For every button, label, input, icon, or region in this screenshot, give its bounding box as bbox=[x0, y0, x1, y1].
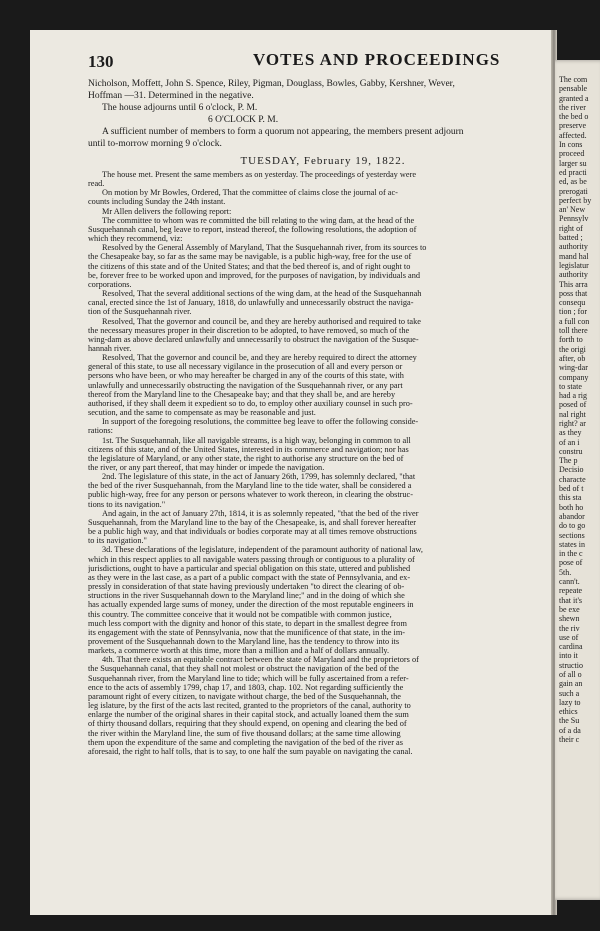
facing-text-line: the riv bbox=[559, 623, 580, 633]
facing-text-line: repeate bbox=[559, 586, 583, 596]
facing-text-line: as they bbox=[559, 428, 582, 438]
text-line: be, forever free to be worked upon and improved, for the purposes of navigation, by individuals and bbox=[88, 270, 421, 280]
text-line: Resolved, That the governor and council be, and they are hereby required to direct the attorney bbox=[102, 353, 417, 363]
facing-text-line: nal right bbox=[559, 409, 586, 419]
text-line: authorised, if they shall deem it expedient so to do, to employ other auxiliary counsel in such pro- bbox=[88, 398, 413, 408]
facing-text-line: such a bbox=[559, 688, 580, 698]
facing-text-line: This arra bbox=[559, 279, 588, 289]
text-line: The house adjourns until 6 o'clock, P. M. bbox=[102, 103, 258, 113]
facing-text-line: tion ; for bbox=[559, 307, 587, 317]
facing-text-line: sections bbox=[559, 530, 585, 540]
text-line: public high-way, free for any person or persons whatever to work thereon, in clearing the obstruc- bbox=[88, 490, 414, 500]
text-line: Resolved, That the governor and council be, and they are hereby authorised and required to take bbox=[102, 316, 421, 326]
text-line: counts including Sunday the 24th instant. bbox=[88, 197, 226, 207]
page-title: VOTES AND PROCEEDINGS bbox=[253, 50, 501, 69]
text-line: Nicholson, Moffett, John S. Spence, Riley, Pigman, Douglass, Bowles, Gabby, Kershner, Wever, bbox=[88, 79, 455, 89]
text-line: canal, erected since the 1st of January, 1818, do unlawfully and unnecessarily obstruct the naviga- bbox=[88, 298, 414, 308]
text-line: as they were in the last case, as a part of a public compact with the state of Pennsylvania, and ex- bbox=[88, 572, 411, 582]
facing-text-line: in the c bbox=[559, 549, 583, 559]
facing-text-line: use of bbox=[559, 632, 579, 642]
facing-text-line: of all o bbox=[559, 670, 582, 679]
facing-text-line: Decisio bbox=[559, 465, 584, 475]
facing-text-line: both ho bbox=[559, 502, 584, 512]
facing-text-line: shewn bbox=[559, 614, 580, 624]
text-line: 2nd. The legislature of this state, in the act of January 26th, 1799, has solemnly declared, "that bbox=[102, 472, 416, 482]
facing-text-line: The p bbox=[559, 456, 578, 466]
facing-text-line: their c bbox=[559, 735, 580, 745]
facing-text-line: of a da bbox=[559, 725, 581, 735]
facing-text-line: this sta bbox=[559, 493, 582, 503]
facing-text-line: of an i bbox=[559, 437, 580, 447]
facing-text-line: company bbox=[559, 372, 589, 382]
text-line: the Susquehannah canal, that they shall not molest or obstruct the navigation of the bed of the bbox=[88, 664, 399, 674]
text-line: And again, in the act of January 27th, 1814, it is as solemnly repeated, "that the bed of the river bbox=[102, 508, 419, 518]
text-line: markets, a commerce worth at this time, more than a million and a half of dollars annually. bbox=[88, 646, 390, 656]
facing-text-line: abandor bbox=[559, 511, 585, 521]
text-line: persons who have been, or who may hereafter be charged in any of the courts of this state, with bbox=[88, 371, 404, 381]
text-line: Resolved, That the several additional sections of the wing dam, at the head of the Susquehannah bbox=[102, 289, 422, 299]
facing-text-line: affected. bbox=[559, 130, 587, 140]
facing-text-line: Pennsylv bbox=[559, 214, 589, 224]
text-line: the river, or any part thereof, that may hinder or impede the navigation. bbox=[88, 463, 325, 472]
facing-text-line: that it's bbox=[559, 595, 582, 605]
facing-text-line: characte bbox=[559, 474, 586, 484]
text-line: the necessary measures proper in their discretion to be adopted, to have removed, so much of the bbox=[88, 325, 410, 335]
text-line: this country. The committee conceive that it would not be compatible with common justice, bbox=[88, 609, 392, 619]
facing-text-line: pensable bbox=[559, 84, 587, 94]
facing-text-line: cann't. bbox=[559, 577, 580, 587]
text-line: citizens of this state, and of the United States, interested in its commerce and navigation; nor has bbox=[88, 444, 409, 454]
text-line: of thirty thousand dollars, requiring that they should expend, on opening and clearing the bed of bbox=[88, 719, 407, 729]
facing-text-line: authority bbox=[559, 242, 588, 252]
text-line: which in this respect applies to all navigable waters passing through or contiguous to a plurality of bbox=[88, 554, 415, 564]
text-line: rations: bbox=[88, 426, 113, 436]
text-line: Mr Allen delivers the following report: bbox=[102, 206, 232, 216]
text-line: aforesaid, the right to half tolls, that is to say, to one half the sum payable on navigating the canal. bbox=[88, 746, 413, 756]
text-line: to its navigation." bbox=[88, 536, 147, 546]
facing-text-line: wing-dar bbox=[559, 363, 588, 373]
facing-text-line: gain an bbox=[559, 679, 583, 689]
text-line: the Chesapeake bay, so far as the same may be navigable, is a public high-way, free for the use of bbox=[88, 252, 412, 262]
facing-text-line: In cons bbox=[559, 140, 583, 150]
facing-text-line: the bed o bbox=[559, 112, 589, 122]
facing-text-line: right of bbox=[559, 223, 583, 233]
text-line: tions to its navigation." bbox=[88, 499, 166, 509]
facing-text-line: to state bbox=[559, 381, 582, 391]
facing-text-line: lazy to bbox=[559, 697, 581, 707]
facing-text-line: legislatur bbox=[559, 260, 589, 270]
facing-text-line: had a rig bbox=[559, 391, 587, 401]
text-line: wing-dam as above declared unlawfully and unnecessarily to obstruct the navigation of the Susque- bbox=[88, 334, 419, 344]
facing-text-line: after, ob bbox=[559, 353, 586, 363]
text-line: the citizens of this state and of the United States; and that the bed thereof is, and of right ought to bbox=[88, 261, 411, 271]
facing-text-line: cardina bbox=[559, 642, 583, 652]
text-line: has actually expended large sums of money, under the direction of the most reputable engineers in bbox=[88, 600, 414, 610]
text-line: corporations. bbox=[88, 279, 132, 289]
facing-text-line: the river bbox=[559, 102, 586, 112]
text-line: 4th. That there exists an equitable contract between the state of Maryland and the proprietors of bbox=[102, 655, 419, 665]
text-line: much less comport with the dignity and honor of this state, to depart in the smallest degree from bbox=[88, 618, 407, 628]
text-line: read. bbox=[88, 179, 105, 189]
facing-text-line: be exe bbox=[559, 604, 580, 614]
text-line: Resolved by the General Assembly of Maryland, That the Susquehannah river, from its sources to bbox=[102, 243, 427, 253]
facing-text-line: batted ; bbox=[559, 233, 583, 243]
text-line: ence to the acts of assembly 1799, chap 17, and 1803, chap. 102. Not regarding sufficiently the bbox=[88, 682, 404, 692]
text-line: be a public high way, and that individuals or bodies corporate may at all times remove obstructions bbox=[88, 527, 417, 537]
facing-text-line: ed practi bbox=[559, 167, 587, 177]
facing-text-line: the origi bbox=[559, 344, 586, 354]
text-line: In support of the foregoing resolutions, the committee beg leave to offer the following conside- bbox=[102, 417, 419, 427]
text-line: provement of the Susquehannah down to the Maryland line, has the tendency to throw into its bbox=[88, 636, 400, 646]
facing-text-line: an' New bbox=[559, 205, 586, 215]
text-line: the river within the Maryland line, the sum of five thousand dollars; at the same time allowing bbox=[88, 728, 401, 738]
text-line: structions in the river Susquehannah down to the Maryland line;" and in the doing of which she bbox=[88, 591, 405, 601]
facing-text-line: ethics bbox=[559, 707, 578, 717]
facing-text-line: pose of bbox=[559, 558, 583, 568]
facing-text-line: prerogati bbox=[559, 186, 588, 196]
text-line: tion of the Susquehannah river. bbox=[88, 307, 192, 317]
text-line: Susquehannah river, from the Maryland line to tide; which will be fully ascertained from a refer- bbox=[88, 673, 409, 683]
facing-text-line: into it bbox=[559, 651, 578, 661]
facing-text-line: right? ar bbox=[559, 418, 586, 428]
text-line: hannah river. bbox=[88, 343, 132, 353]
text-line: secution, and the same to compensate as may be reasonable and just. bbox=[88, 408, 316, 418]
page-number: 130 bbox=[88, 52, 114, 71]
facing-text-line: larger su bbox=[559, 158, 587, 168]
text-line: 1st. The Susquehannah, like all navigable streams, is a high way, belonging in common to all bbox=[102, 435, 411, 445]
text-line: leg islature, by the first of the acts last recited, granted to the proprietors of the canal, authority to bbox=[88, 701, 411, 711]
facing-text-line: granted a bbox=[559, 93, 589, 103]
text-line: Susquehannah, from the Maryland line to the bay of the Chesapeake, is, and shall forever hereafter bbox=[88, 517, 417, 527]
text-line: pressly in consideration of that state having previously undertaken "to direct the clearing of ob- bbox=[88, 582, 405, 592]
text-line: its engagement with the state of Pennsylvania, now that the munificence of that state, in the im- bbox=[88, 627, 406, 637]
text-line: unlawfully and unnecessarily obstructing the navigation of the Susquehannah river, or any part bbox=[88, 380, 403, 390]
facing-text-line: the Su bbox=[559, 716, 580, 726]
facing-text-line: consequ bbox=[559, 298, 586, 308]
text-line: thereof from the Maryland line to the Chesapeake bay; and that they shall be, and are hereby bbox=[88, 389, 396, 399]
text-line: the legislature of Maryland, or any other state, the right to authorise any structure on the bed of bbox=[88, 453, 404, 463]
text-line: until to-morrow morning 9 o'clock. bbox=[88, 139, 222, 149]
facing-text-line: bed of t bbox=[559, 484, 584, 494]
facing-text-line: ed, as be bbox=[559, 177, 587, 187]
facing-text-line: 5th. bbox=[559, 567, 572, 577]
facing-text-line: do to go bbox=[559, 521, 586, 531]
facing-text-line: toll there bbox=[559, 326, 588, 336]
facing-text-line: structio bbox=[559, 660, 583, 670]
text-line: enlarge the number of the original shares in their capital stock, and actually loaned them the sum bbox=[88, 710, 409, 720]
page-header bbox=[88, 50, 555, 74]
body-text bbox=[88, 78, 555, 756]
facing-text-line: forth to bbox=[559, 335, 583, 345]
text-line: Susquehannah canal, beg leave to report, instead thereof, the following resolutions, the adoption of bbox=[88, 224, 417, 234]
facing-text-line: poss that bbox=[559, 288, 588, 298]
facing-text-line: posed of bbox=[559, 400, 587, 410]
text-line: The house met. Present the same members as on yesterday. The proceedings of yesterday were bbox=[102, 170, 417, 179]
facing-text-line: preserve bbox=[559, 121, 587, 131]
text-line: the bed of the river Susquehannah, from the Maryland line to the tide water, shall be considered a bbox=[88, 481, 412, 491]
text-line: 3d. These declarations of the legislature, independent of the paramount authority of national law, bbox=[102, 545, 423, 555]
text-line: Hoffman —31. Determined in the negative. bbox=[88, 91, 254, 101]
text-line: 6 O'CLOCK P. M. bbox=[208, 115, 279, 125]
facing-text-line: a full con bbox=[559, 316, 590, 326]
text-line: which they recommend, viz: bbox=[88, 234, 183, 244]
facing-text-line: states in bbox=[559, 539, 585, 549]
facing-page-edge bbox=[555, 60, 600, 900]
facing-text-line: constru bbox=[559, 446, 583, 456]
text-line: TUESDAY, February 19, 1822. bbox=[240, 155, 406, 167]
facing-text-line: proceed bbox=[559, 149, 585, 159]
text-line: jurisdictions, ought to have a particular and special obligation on this state, uttered and published bbox=[88, 563, 411, 573]
text-line: paramount right of every citizen, to navigate without charge, the bed of the Susquehannah, the bbox=[88, 691, 401, 701]
text-line: On motion by Mr Bowles, Ordered, That the committee of claims close the journal of ac- bbox=[102, 188, 398, 198]
facing-text-line: The com bbox=[559, 75, 588, 84]
text-line: The committee to whom was re committed the bill relating to the wing dam, at the head of the bbox=[102, 215, 415, 225]
facing-page-text bbox=[559, 75, 600, 744]
text-line: A sufficient number of members to form a quorum not appearing, the members present adjourn bbox=[102, 127, 464, 137]
facing-text-line: mand hal bbox=[559, 251, 589, 261]
facing-text-line: perfect by bbox=[559, 195, 592, 205]
document-page bbox=[30, 30, 555, 915]
facing-text-line: authority bbox=[559, 270, 588, 280]
text-line: them upon the expenditure of the same and completing the navigation of the bed of the river as bbox=[88, 737, 403, 747]
text-line: general of this state, to use all necessary vigilance in the prosecution of all and every person or bbox=[88, 362, 403, 372]
